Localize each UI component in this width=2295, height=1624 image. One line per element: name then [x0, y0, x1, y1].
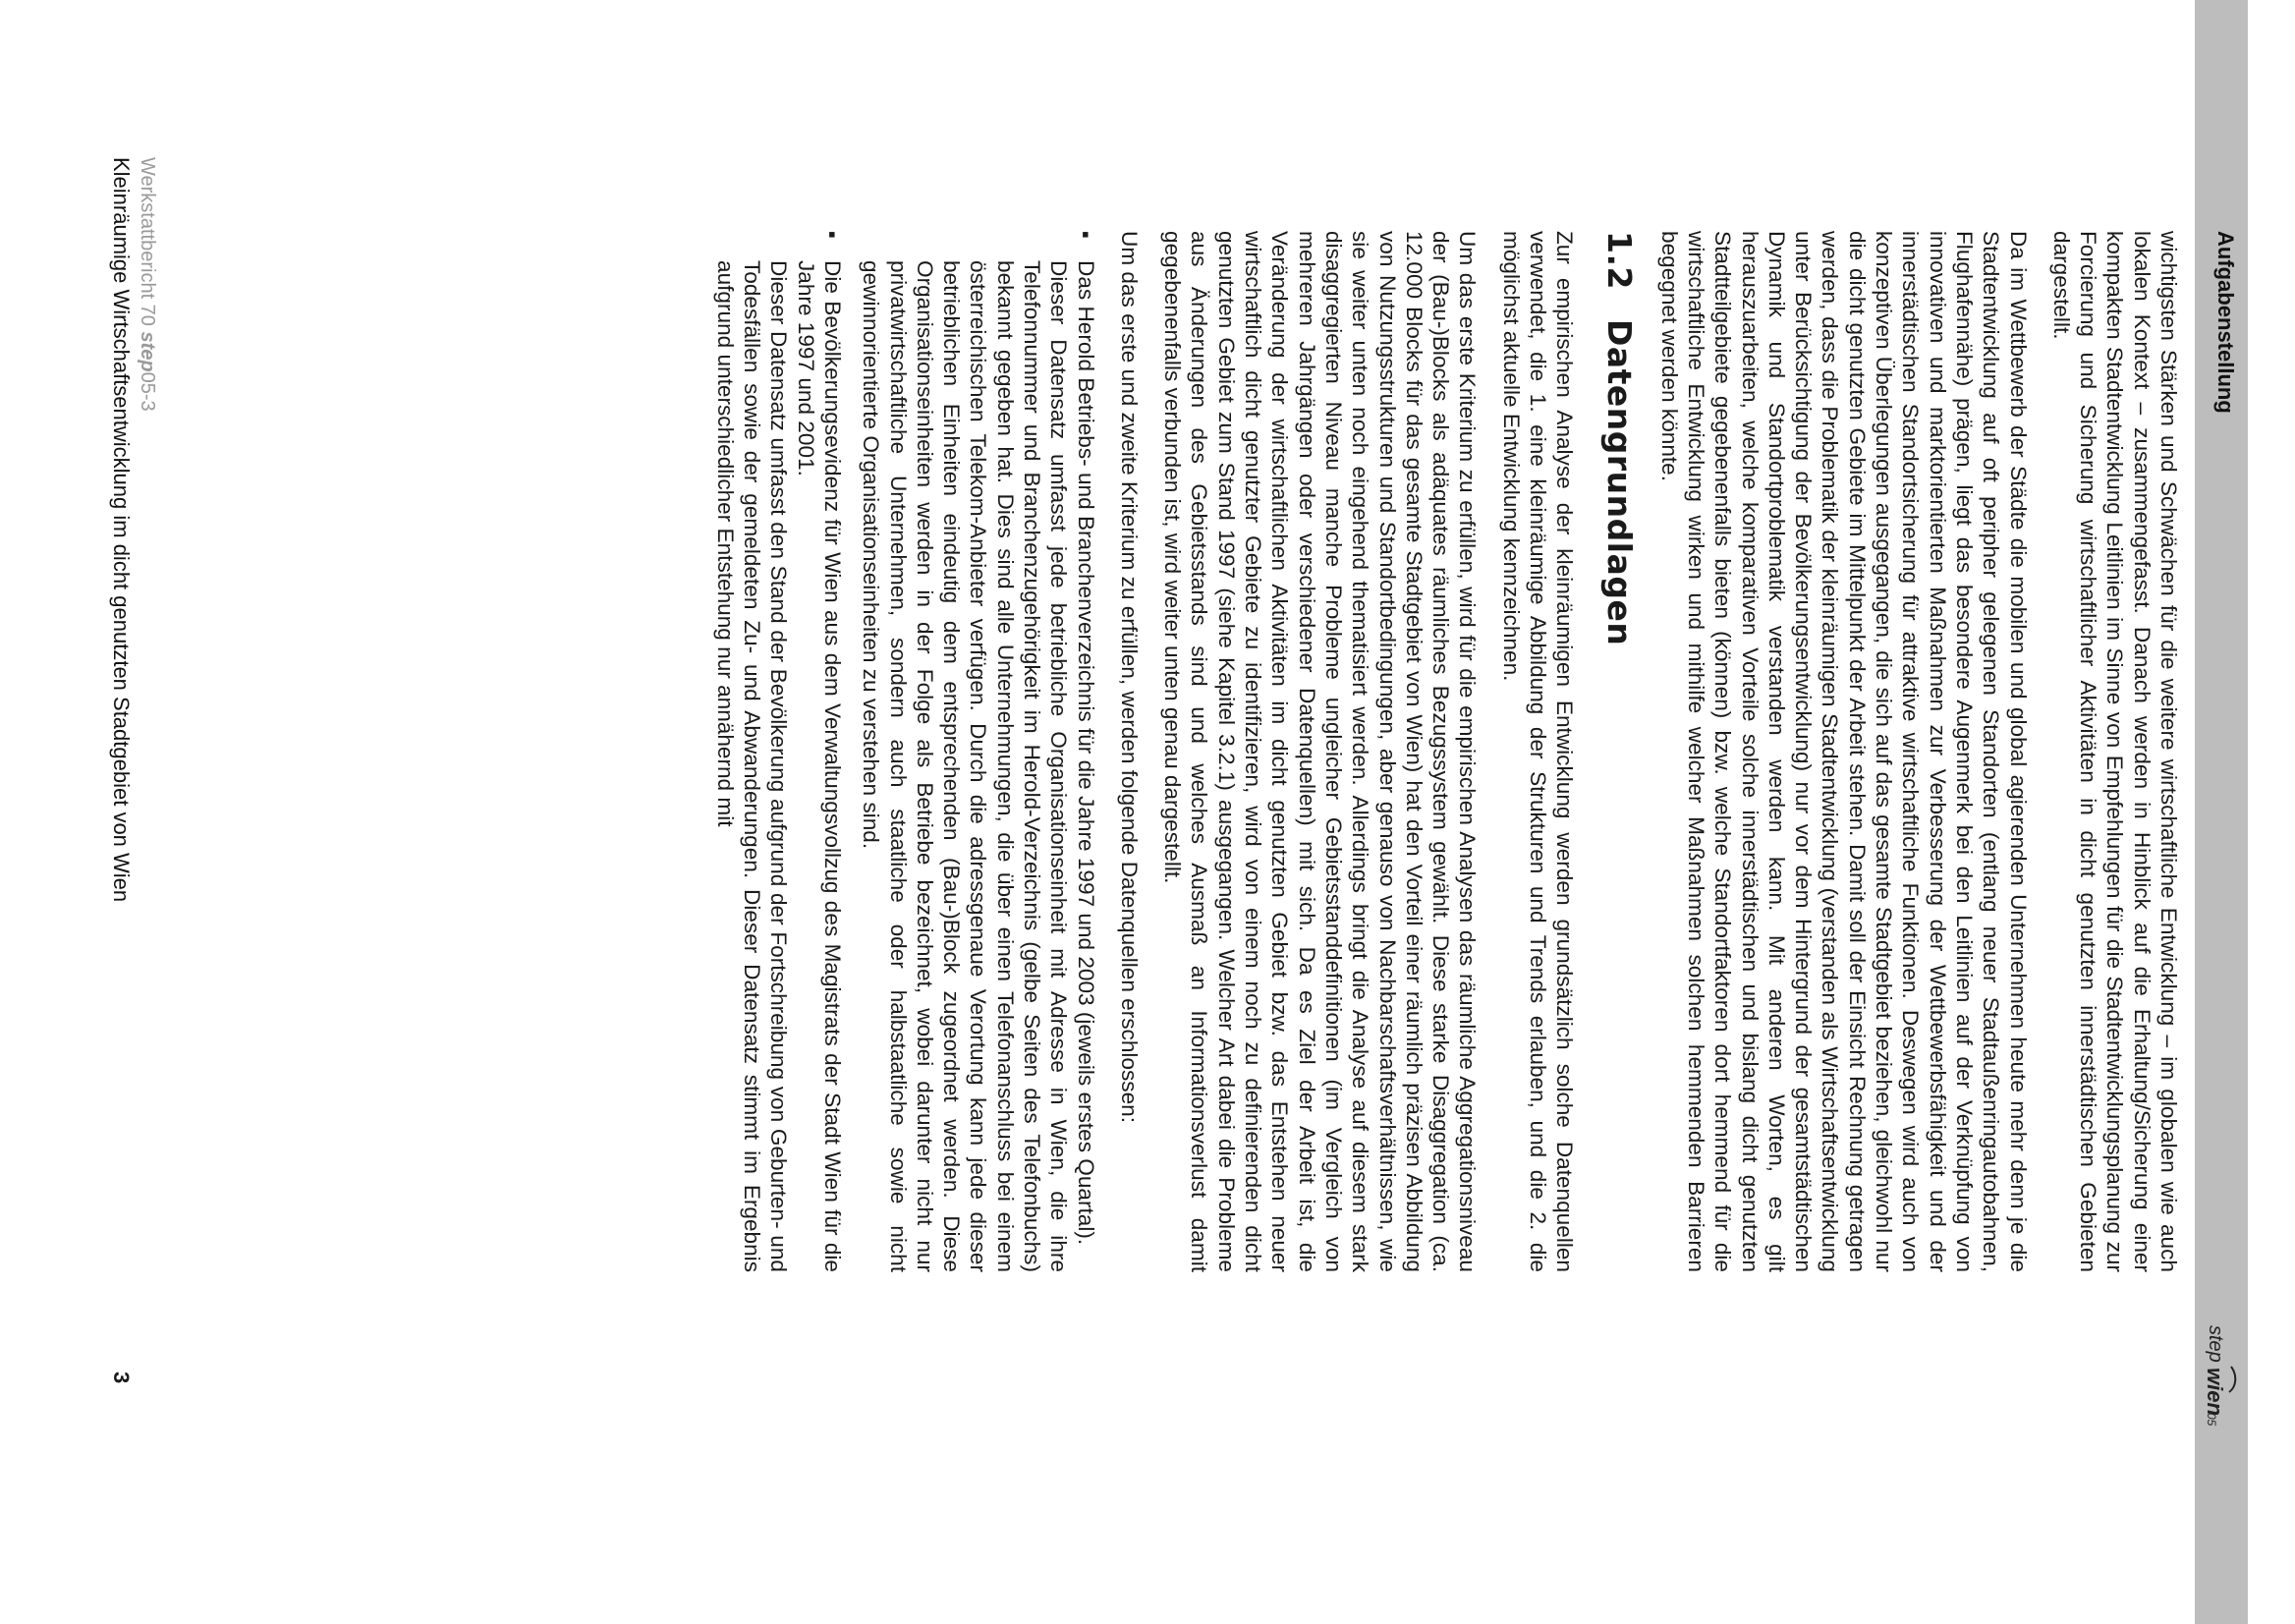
section-paragraph-1: Zur empirischen Analyse der kleinräumigen Entwicklung werden grundsätzlich solche Datenquellen verwendet, die 1. eine kleinräumige Abbildung der Strukturen und Trends erlauben, und die 2. die möglichst aktuelle Entwicklung kennzeichnen.	[1498, 231, 1578, 1272]
list-item	[858, 231, 1099, 1272]
data-source-list	[711, 231, 1098, 1272]
step-wien-logo	[2194, 1321, 2241, 1429]
main-content	[700, 231, 2182, 1272]
svg-text:05: 05	[2205, 1413, 2218, 1427]
list-item	[711, 231, 845, 1272]
footer-series	[136, 157, 158, 412]
list-item-title: Die Bevölkerungsevidenz für Wien aus dem Verwaltungsvollzug des Magistrats der Stadt Wien für die Jahre 1997 und 2001.	[793, 260, 845, 1272]
footer-series-prefix: Werkstattbericht 70	[137, 157, 158, 326]
intro-paragraph-1: wichtigsten Stärken und Schwächen für die weitere wirtschaftliche Entwicklung – im globalen wie auch lokalen Kontext – zusammengefasst. Danach werden in Hinblick auf die Erhaltung/Sicherung einer kompakten Stadtentwicklung Leitlinien im Sinne von Empfehlungen für die Stadtentwicklungsplanung zur Forcierung und Sicherung wirtschaftlicher Aktivitäten in dicht genutzten innerstädtischen Gebieten dargestellt.	[2048, 231, 2181, 1272]
list-item-body: Dieser Datensatz umfasst jede betriebliche Organisationseinheit mit Adresse in Wien, die ihre Telefonnummer und Branchenzugehörigkeit im Herold-Verzeichnis (gelbe Seiten des Telefonbuchs) bekannt gegeben hat. Dies sind alle Unternehmungen, die über einen Telefonanschluss bei einem österreichischen Telekom-Anbieter verfügen. Durch die adressgenaue Verortung kann jede dieser betrieblichen Einheiten eindeutig dem entsprechenden (Bau-)Block zugeordnet werden. Diese Organisationseinheiten werden in der Folge als Betriebe bezeichnet, wobei darunter nicht nur privatwirtschaftliche Unternehmen, sondern auch staatliche oder halbstaatliche sowie nicht gewinnorientierte Organisationseinheiten zu verstehen sind.	[859, 260, 1072, 1272]
page-number: 3	[109, 1372, 134, 1384]
footer-series-suffix: 05-3	[137, 371, 158, 412]
intro-paragraph-2: Da im Wettbewerb der Städte die mobilen und global agierenden Unternehmen heute mehr denn je die Stadtentwicklung auf oft peripher gelegenen Standorten (entlang neuer Stadtaußenringautobahnen, Flughafennähe) prägen, liegt das besondere Augenmerk bei den Leitlinien auf der Verknüpfung von innovativen und marktorientierten Maßnahmen zur Verbesserung der Wettbewerbsfähigkeit und der innerstädtischen Standortsicherung für attraktive wirtschaftliche Funktionen. Deswegen wird auch von konzeptiven Überlegungen ausgegangen, die sich auf das gesamte Stadtgebiet beziehen, gleichwohl nur die dicht genutzten Gebiete im Mittelpunkt der Arbeit stehen. Damit soll der Einsicht Rechnung getragen werden, dass die Problematik der kleinräumigen Stadtentwicklung (verstanden als Wirtschaftsentwicklung unter Berücksichtigung der Bevölkerungsentwicklung) nur vor dem Hintergrund der gesamtstädtischen Dynamik und Standortproblematik verstanden werden kann. Mit anderen Worten, es gilt herauszuarbeiten, welche komparativen Vorteile solche innerstädtischen und bislang dicht genutzten Stadtteilgebiete gegebenenfalls bieten (können) bzw. welche Standortfaktoren dort hemmend für die wirtschaftliche Entwicklung wirken und mithilfe welcher Maßnahmen solchen hemmenden Barrieren begegnet werden könnte.	[1656, 231, 2031, 1272]
header-title: Aufgabenstellung	[2213, 231, 2238, 414]
section-paragraph-3: Um das erste und zweite Kriterium zu erfüllen, werden folgende Datenquellen erschlossen:	[1116, 231, 1142, 1123]
svg-text:wien: wien	[2203, 1368, 2227, 1416]
bullet-square-icon: ▪	[1073, 231, 1098, 239]
list-item-body: Dieser Datensatz umfasst den Stand der Bevölkerung aufgrund der Fortschreibung von Geburten- und Todesfällen sowie der gemeldeten Zu- und Abwanderungen. Dieser Datensatz stimmt im Ergebnis aufgrund unterschiedlicher Entstehung nur annähernd mit	[712, 260, 792, 1272]
svg-text:step: step	[2205, 1325, 2226, 1363]
section-heading	[1599, 231, 1639, 1272]
section-title: Datengrundlagen	[1600, 318, 1640, 646]
section-paragraph-2: Um das erste Kriterium zu erfüllen, wird für die empirischen Analysen das räumliche Aggregationsniveau der (Bau-)Blocks als adäquates räumliches Bezugssystem gewählt. Diese starke Disaggregation (ca. 12.000 Blocks für das gesamte Stadtgebiet von Wien) hat den Vorteil einer räumlich präzisen Abbildung von Nutzungsstrukturen und Standortbedingungen, aber genauso von Nachbarschaftsverhältnissen, wie sie weiter unten noch eingehend thematisiert werden. Allerdings bringt die Analyse auf diesem stark disaggregierten Niveau manche Probleme ungleicher Gebietsstanddefinitionen (im Vergleich von mehreren Jahrgängen oder verschiedener Datenquellen) mit sich. Da es Ziel der Arbeit ist, die Veränderung der wirtschaftlichen Aktivitäten im dicht genutzten Gebiet bzw. das Entstehen neuer wirtschaftlich dicht genutzter Gebiete zu identifizieren, wird von einem noch zu definierenden dicht genutzten Gebiet zum Stand 1997 (siehe Kapitel 3.2.1) ausgegangen. Welcher Art dabei die Probleme aus Änderungen des Gebietsstands sind und welches Ausmaß an Informationsverlust damit gegebenenfalls verbunden ist, wird weiter unten genau dargestellt.	[1160, 231, 1481, 1272]
section-number: 1.2	[1600, 231, 1640, 290]
list-item-title: Das Herold Betriebs- und Branchenverzeichnis für die Jahre 1997 und 2003 (jeweils erstes Quartal).	[1073, 260, 1098, 1246]
bullet-square-icon: ▪	[819, 231, 845, 239]
footer-series-step: step	[137, 331, 158, 372]
footer-title: Kleinräumige Wirtschaftsentwicklung im dicht genutzten Stadtgebiet von Wien	[109, 157, 134, 903]
